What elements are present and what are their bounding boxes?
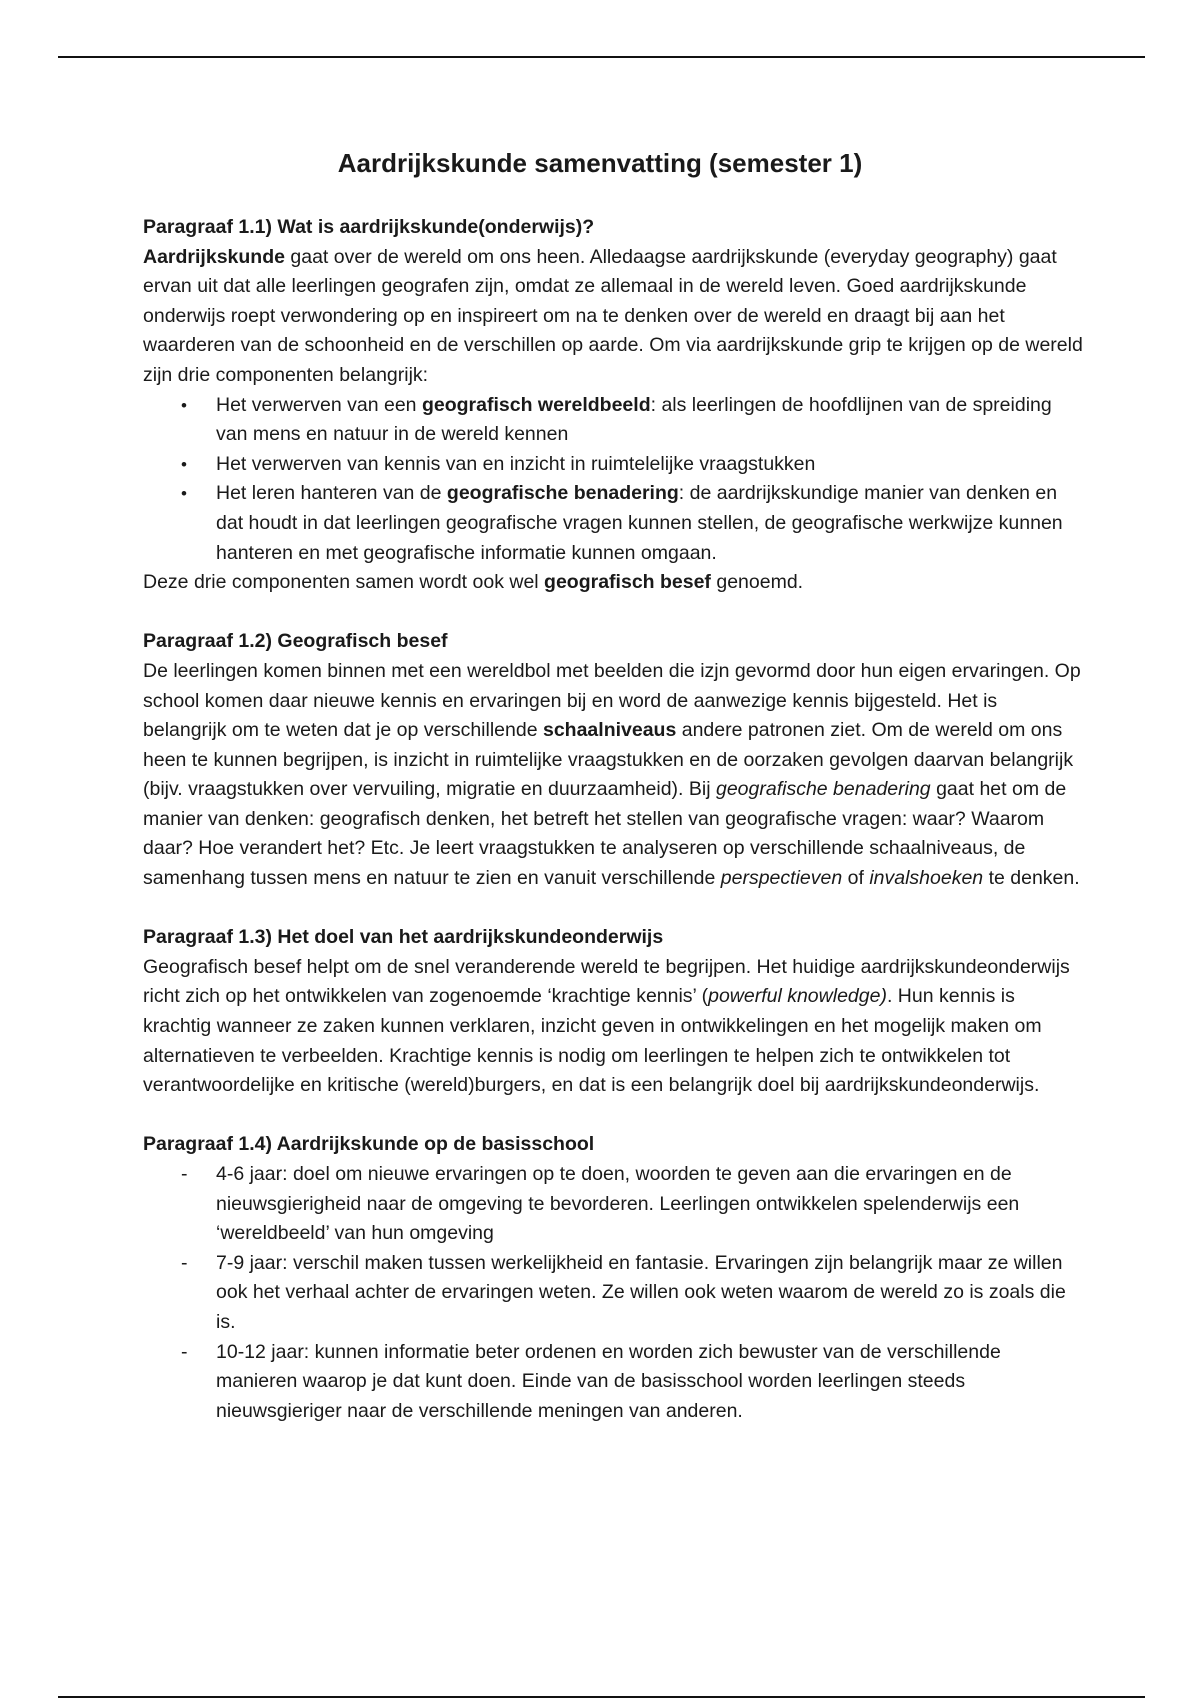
italic-term: powerful knowledge) xyxy=(708,985,887,1008)
section-heading: Paragraaf 1.1) Wat is aardrijkskunde(onderwijs)? xyxy=(143,216,595,238)
list-item: • Het verwerven van een geografisch wereldbeeld: als leerlingen de hoofdlijnen van de spreiding van mens en natuur in de wereld kennen xyxy=(143,391,1083,450)
dash-marker: - xyxy=(181,1340,188,1363)
dash-marker: - xyxy=(181,1251,188,1274)
bullet-marker: • xyxy=(181,395,187,415)
bullet-marker: • xyxy=(181,484,187,504)
section-paragraph: Deze drie componenten samen wordt ook wel geografisch besef genoemd. xyxy=(143,571,804,594)
section-paragraph: Aardrijkskunde gaat over de wereld om ons heen. Alledaagse aardrijkskunde (everyday geography) gaat ervan uit dat alle leerlingen geografen zijn, omdat ze allemaal in de wereld leven. Goed aardrijkskunde onderwijs roept verwondering op en inspireert om na te denken over de wereld en draagt bij aan het waarderen van de schoonheid en de verschillen op aarde. Om via aardrijkskunde grip te krijgen op de wereld zijn drie componenten belangrijk: xyxy=(143,245,1083,386)
section-heading: Paragraaf 1.2) Geografisch besef xyxy=(143,630,448,653)
section-heading: Paragraaf 1.3) Het doel van het aardrijkskundeonderwijs xyxy=(143,926,664,949)
age-group-list xyxy=(143,1160,1083,1426)
bold-term: schaalniveaus xyxy=(542,719,677,742)
component-list xyxy=(143,391,1083,569)
list-item: - 10-12 jaar: kunnen informatie beter ordenen en worden zich bewuster van de verschillende manieren waarop je dat kunt doen. Einde van de basisschool worden leerlingen steeds nieuwsgieriger naar de verschillende meningen van anderen. xyxy=(143,1338,1083,1427)
bold-term: geografisch wereldbeeld xyxy=(421,393,651,416)
page-title: Aardrijkskunde samenvatting (semester 1) xyxy=(337,148,863,178)
section-1-4 xyxy=(143,1130,1083,1426)
document-body xyxy=(143,213,1083,1426)
italic-term: perspectieven xyxy=(720,867,843,890)
footer-rule xyxy=(58,1696,1145,1698)
dash-marker: - xyxy=(181,1163,188,1185)
list-item: • Het verwerven van kennis van en inzicht in ruimtelelijke vraagstukken xyxy=(143,450,1083,480)
section-heading: Paragraaf 1.4) Aardrijkskunde op de basisschool xyxy=(143,1133,595,1156)
header-rule xyxy=(58,56,1145,58)
section-paragraph: De leerlingen komen binnen met een wereldbol met beelden die izjn gevormd door hun eigen ervaringen. Op school komen daar nieuwe kennis en ervaringen bij en word de aanwezige kennis bijgesteld. Het is belangrijk om te weten dat je op verschillende schaalniveaus andere patronen ziet. Om de wereld om ons heen te kunnen begrijpen, is inzicht in ruimtelijke vraagstukken en de oorzaken gevolgen daarvan belangrijk (bijv. vraagstukken over vervuiling, migratie en duurzaamheid). Bij geografische benadering gaat het om de manier van denken: geografisch denken, het betreft het stellen van geografische vragen: waar? Waarom daar? Hoe verandert het? Etc. Je leert vraagstukken te analyseren op verschillende schaalniveaus, de samenhang tussen mens en natuur te zien en vanuit verschillende perspectieven of invalshoeken te denken. xyxy=(143,659,1081,890)
list-item: • Het leren hanteren van de geografische benadering: de aardrijkskundige manier van denken en dat houdt in dat leerlingen geografische vragen kunnen stellen, de geografische werkwijze kunnen hanteren en met geografische informatie kunnen omgaan. xyxy=(143,479,1083,568)
italic-term: geografische benadering xyxy=(715,778,931,801)
list-item: - 4-6 jaar: doel om nieuwe ervaringen op te doen, woorden te geven aan die ervaringen en de nieuwsgierigheid naar de omgeving te bevorderen. Leerlingen ontwikkelen spelenderwijs een ‘wereldbeeld’ van hun omgeving xyxy=(143,1160,1083,1249)
bold-term: Aardrijkskunde xyxy=(143,245,285,268)
list-item: - 7-9 jaar: verschil maken tussen werkelijkheid en fantasie. Ervaringen zijn belangrijk maar ze willen ook het verhaal achter de ervaringen weten. Ze willen ook weten waarom de wereld zo is zoals die is. xyxy=(143,1249,1083,1338)
section-1-2 xyxy=(143,627,1083,893)
bold-term: geografisch besef xyxy=(544,571,711,594)
section-1-1 xyxy=(143,213,1083,598)
bold-term: geografische benadering xyxy=(446,482,679,505)
bullet-marker: • xyxy=(181,454,187,474)
italic-term: invalshoeken xyxy=(869,867,984,890)
section-paragraph: Geografisch besef helpt om de snel veranderende wereld te begrijpen. Het huidige aardrijkskundeonderwijs richt zich op het ontwikkelen van zogenoemde ‘krachtige kennis’ (powerful knowledge). Hun kennis is krachtig wanneer ze zaken kunnen verklaren, inzicht geven in ontwikkelingen en het mogelijk maken om alternatieven te verbeelden. Krachtige kennis is nodig om leerlingen te helpen zich te ontwikkelen tot verantwoordelijke en kritische (wereld)burgers, en dat is een belangrijk doel bij aardrijkskundeonderwijs. xyxy=(143,955,1070,1097)
section-1-3 xyxy=(143,923,1083,1101)
